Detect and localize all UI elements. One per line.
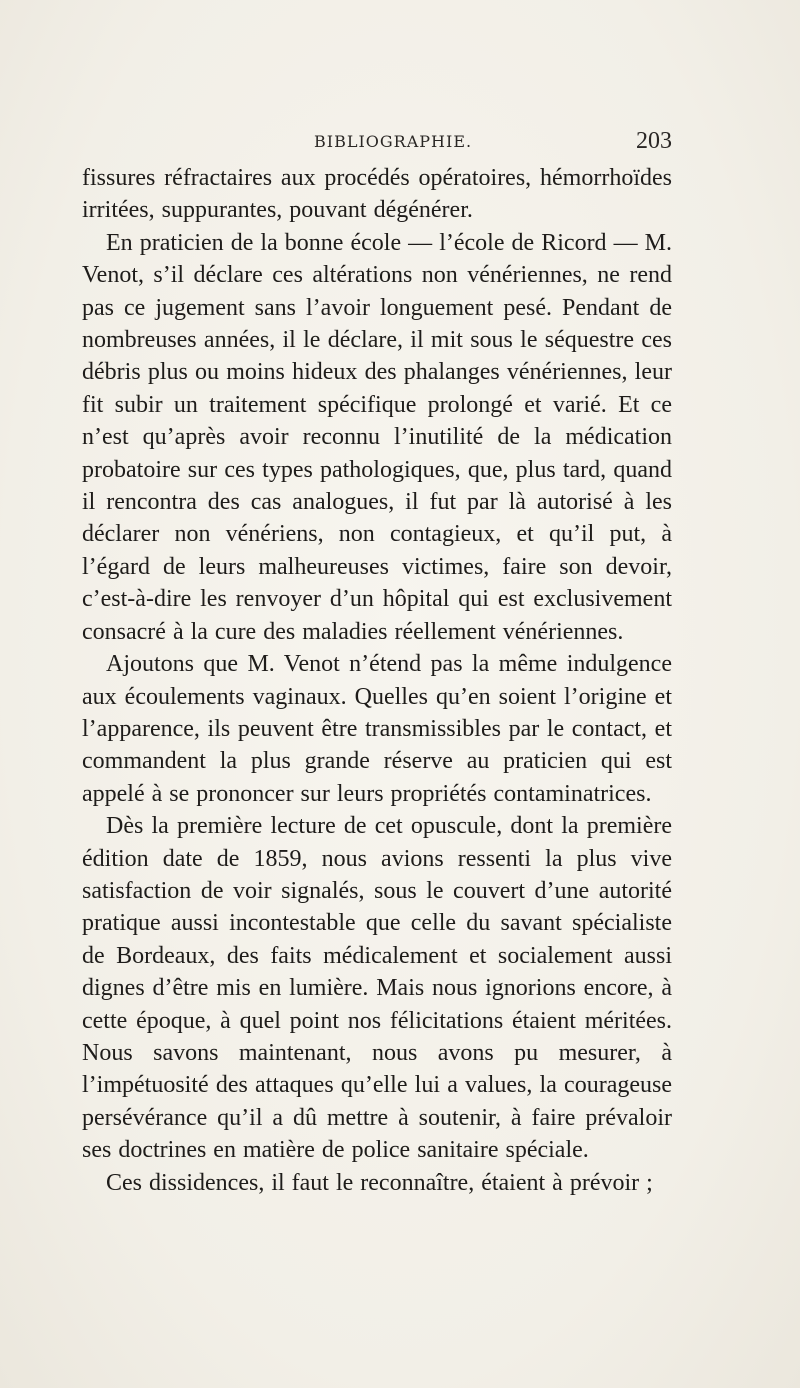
paragraph-continuation: fissures réfractaires aux procédés opératoires, hémorrhoïdes irritées, suppurantes, pouvant dégénérer. [82, 165, 672, 224]
running-head [82, 128, 672, 158]
page-number: 203 [636, 128, 672, 154]
paragraph-ricord: En praticien de la bonne école — l’école de Ricord — M. Venot, s’il déclare ces altérations non vénériennes, ne rend pas ce jugement sans l’avoir longuement pesé. Pendant de nombreuses années, il le déclare, il mit sous le séquestre ces débris plus ou moins hideux des phalanges vénériennes, leur fit subir un traitement spécifique prolongé et varié. Et ce n’est qu’après avoir reconnu l’inutilité de la médication probatoire sur ces types pathologiques, que, plus tard, quand il rencontra des cas analogues, il fut par là autorisé à les déclarer non vénériens, non contagieux, et qu’il put, à l’égard de leurs malheureuses victimes, faire son devoir, c’est-à-dire les renvoyer d’un hôpital qui est exclusivement consacré à la cure des maladies réellement vénériennes. [82, 229, 672, 645]
body-text [82, 162, 672, 1199]
paragraph-dissidences: Ces dissidences, il faut le reconnaître, étaient à prévoir ; [106, 1169, 653, 1196]
paragraph-ecoulements: Ajoutons que M. Venot n’étend pas la même indulgence aux écoulements vaginaux. Quelles qu’en soient l’origine et l’apparence, ils peuvent être transmissibles par le contact, et commandent la plus grande réserve au praticien qui est appelé à se prononcer sur leurs propriétés contaminatrices. [82, 651, 672, 807]
paragraph-premiere-lecture: Dès la première lecture de cet opuscule, dont la première édition date de 1859, nous avions ressenti la plus vive satisfaction de voir signalés, sous le couvert d’une autorité pratique aussi incontestable que celle du savant spécialiste de Bordeaux, des faits médicalement et socialement aussi dignes d’être mis en lumière. Mais nous ignorions encore, à cette époque, à quel point nos félicitations étaient méritées. Nous savons maintenant, nous avons pu mesurer, à l’impétuosité des attaques qu’elle lui a values, la courageuse persévérance qu’il a dû mettre à soutenir, à faire prévaloir ses doctrines en matière de police sanitaire spéciale. [82, 813, 672, 1164]
running-head-title: BIBLIOGRAPHIE. [314, 132, 473, 151]
